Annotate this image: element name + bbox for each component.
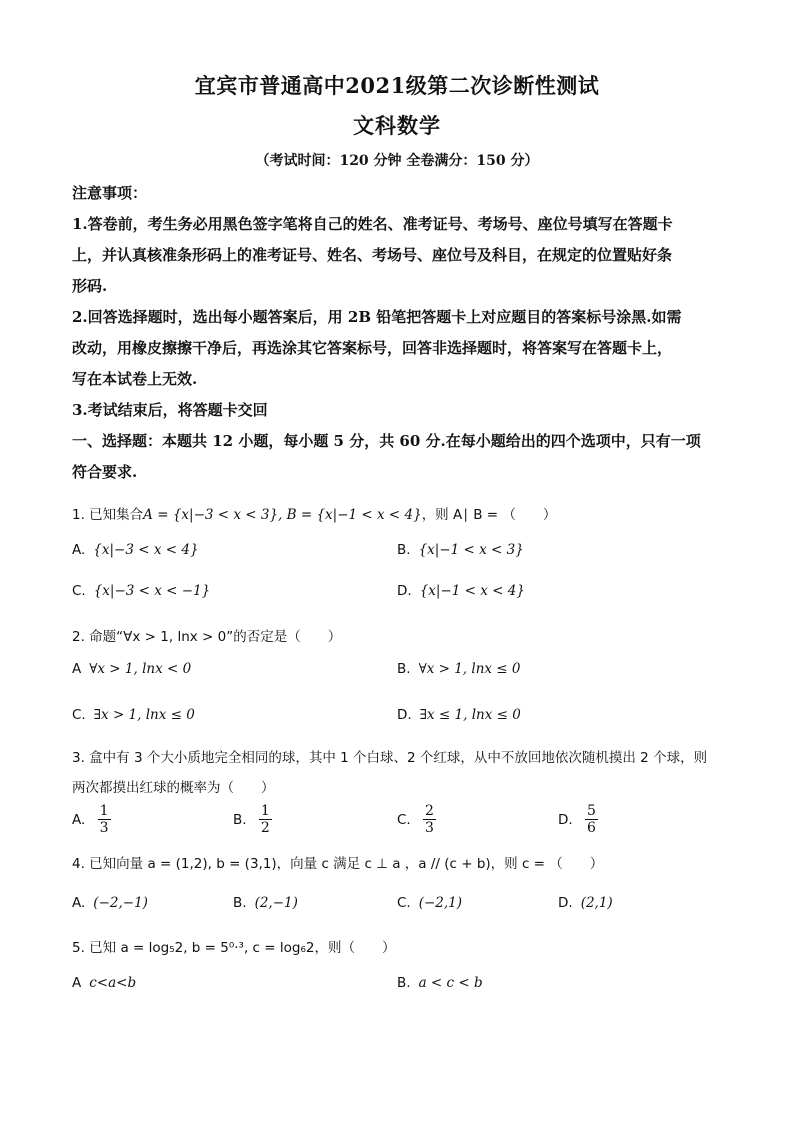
subject-title: 文科数学 xyxy=(353,113,441,138)
q4-option-a-label: A. xyxy=(72,895,86,911)
section1-line2: 符合要求. xyxy=(72,463,138,481)
q4-option-b xyxy=(233,895,298,911)
q5-stem: 5. 已知 a = log₅2, b = 5⁰·³, c = log₆2，则（ ） xyxy=(72,940,396,956)
q1-option-a-label: A. xyxy=(72,542,86,558)
notice-item2-line2: 改动，用橡皮擦擦干净后，再选涂其它答案标号，回答非选择题时，将答案写在答题卡上， xyxy=(72,339,673,357)
notice-heading: 注意事项： xyxy=(72,184,148,202)
q2-option-a-text: ∀x > 1, lnx < 0 xyxy=(89,661,192,677)
q4-option-c-text: (−2,1) xyxy=(418,895,463,911)
q1-option-b xyxy=(397,542,524,558)
q3-option-a xyxy=(72,803,111,836)
q4-option-d-text: (2,1) xyxy=(580,895,613,911)
q3-stem-line2: 两次都摸出红球的概率为（ ） xyxy=(72,780,275,796)
q3-option-b-numerator: 1 xyxy=(260,803,270,819)
q2-option-d-label: D. xyxy=(397,707,412,723)
q3-option-a-label: A. xyxy=(72,811,86,828)
q4-option-c xyxy=(397,895,462,911)
q3-option-b xyxy=(233,803,272,836)
q5-option-a-text: c<a<b xyxy=(89,975,137,991)
q3-option-d-label: D. xyxy=(558,811,573,828)
q1-stem-suffix: ，则 A∣ B = （ ） xyxy=(421,507,557,523)
section1-line1: 一、选择题：本题共 12 小题，每小题 5 分，共 60 分.在每小题给出的四个选项中，只有一项 xyxy=(72,432,701,450)
q1-option-c-label: C. xyxy=(72,583,86,599)
notice-item2-line1: 2.回答选择题时，选出每小题答案后，用 2B 铅笔把答题卡上对应题目的答案标号涂黑.如需 xyxy=(72,308,682,326)
q3-option-d xyxy=(558,803,598,836)
q3-option-c-fraction xyxy=(423,803,436,836)
q3-stem-line1: 3. 盒中有 3 个大小质地完全相同的球，其中 1 个白球、2 个红球，从中不放回地依次随机摸出 2 个球，则 xyxy=(72,750,708,766)
q3-option-c-denominator: 3 xyxy=(425,820,434,836)
q5-option-b-label: B. xyxy=(397,975,411,991)
q2-stem: 2. 命题“∀x > 1, lnx > 0”的否定是（ ） xyxy=(72,629,342,645)
q2-option-c xyxy=(72,707,195,723)
notice-item1-line1: 1.答卷前，考生务必用黑色签字笔将自己的姓名、准考证号、考场号、座位号填写在答题卡 xyxy=(72,215,673,233)
q3-option-c xyxy=(397,803,436,836)
q1-option-d xyxy=(397,583,525,599)
q4-stem: 4. 已知向量 a = (1,2), b = (3,1)，向量 c 满足 c ⊥ a ，a // (c + b)，则 c = （ ） xyxy=(72,856,604,872)
q2-option-b xyxy=(397,661,521,677)
q3-option-c-label: C. xyxy=(397,811,411,828)
q1-stem xyxy=(72,503,556,523)
q3-option-a-denominator: 3 xyxy=(99,820,109,836)
q5-option-b xyxy=(397,975,483,991)
q5-option-b-text: a < c < b xyxy=(418,975,483,991)
q3-option-d-fraction xyxy=(585,803,598,836)
q5-option-a-label: A xyxy=(72,975,82,991)
q1-option-b-text: {x|−1 < x < 3} xyxy=(418,542,524,558)
notice-item1-line2: 上，并认真核准条形码上的准考证号、姓名、考场号、座位号及科目，在规定的位置贴好条 xyxy=(72,246,673,264)
notice-item1-line3: 形码. xyxy=(72,277,108,295)
q3-option-a-fraction xyxy=(98,803,111,836)
q2-option-d-text: ∃x ≤ 1, lnx ≤ 0 xyxy=(419,707,521,723)
q5-option-a xyxy=(72,975,136,991)
exam-title: 宜宾市普通高中2021级第二次诊断性测试 xyxy=(194,73,600,98)
q1-option-d-text: {x|−1 < x < 4} xyxy=(419,583,525,599)
q2-option-b-label: B. xyxy=(397,661,411,677)
q2-option-c-label: C. xyxy=(72,707,86,723)
q1-option-d-label: D. xyxy=(397,583,412,599)
q3-option-d-numerator: 5 xyxy=(586,803,596,819)
q3-option-b-denominator: 2 xyxy=(260,820,270,836)
q2-option-b-text: ∀x > 1, lnx ≤ 0 xyxy=(418,661,521,677)
q1-option-b-label: B. xyxy=(397,542,411,558)
notice-item3: 3.考试结束后，将答题卡交回 xyxy=(72,401,268,419)
q1-stem-prefix: 1. 已知集合 xyxy=(72,507,144,523)
q2-option-d xyxy=(397,707,521,723)
q4-option-b-text: (2,−1) xyxy=(254,895,298,911)
q1-option-c xyxy=(72,583,210,599)
q4-option-a-text: (−2,−1) xyxy=(93,895,148,911)
q2-option-c-text: ∃x > 1, lnx ≤ 0 xyxy=(93,707,195,723)
q1-stem-math: A = {x|−3 < x < 3}, B = {x|−1 < x < 4} xyxy=(143,507,422,523)
q4-option-b-label: B. xyxy=(233,895,247,911)
q4-option-d xyxy=(558,895,613,911)
q3-option-d-denominator: 6 xyxy=(586,820,596,836)
exam-info: （考试时间：120 分钟 全卷满分：150 分） xyxy=(255,153,539,169)
q3-option-b-fraction xyxy=(259,803,272,836)
q4-option-a xyxy=(72,895,148,911)
q1-option-a-text: {x|−3 < x < 4} xyxy=(93,542,199,558)
q3-option-b-label: B. xyxy=(233,811,247,828)
notice-item2-line3: 写在本试卷上无效. xyxy=(72,370,198,388)
q4-option-c-label: C. xyxy=(397,895,411,911)
q1-option-a xyxy=(72,542,199,558)
q2-option-a-label: A xyxy=(72,661,82,677)
q3-option-a-numerator: 1 xyxy=(99,803,109,819)
q4-option-d-label: D. xyxy=(558,895,573,911)
q1-option-c-text: {x|−3 < x < −1} xyxy=(93,583,211,599)
q3-option-c-numerator: 2 xyxy=(425,803,434,819)
q2-option-a xyxy=(72,661,191,677)
